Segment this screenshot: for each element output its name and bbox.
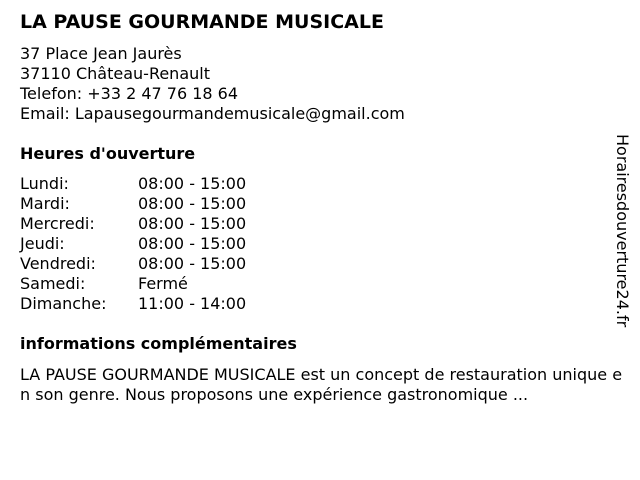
- contact-block: [20, 44, 405, 124]
- hours-time: 08:00 - 15:00: [138, 234, 247, 253]
- hours-row-dimanche: [20, 294, 280, 314]
- hours-day: Samedi:: [20, 274, 86, 293]
- hours-day: Mercredi:: [20, 214, 95, 233]
- opening-hours-heading: Heures d'ouverture: [20, 144, 196, 163]
- hours-row-mercredi: [20, 214, 280, 234]
- city-address: 37110 Château-Renault: [20, 64, 210, 83]
- hours-time: 08:00 - 15:00: [138, 194, 247, 213]
- hours-row-mardi: [20, 194, 280, 214]
- additional-info-heading: informations complémentaires: [20, 334, 297, 353]
- hours-day: Jeudi:: [20, 234, 65, 253]
- hours-day: Vendredi:: [20, 254, 96, 273]
- hours-time: 08:00 - 15:00: [138, 254, 247, 273]
- site-watermark: [611, 134, 633, 344]
- hours-row-vendredi: [20, 254, 280, 274]
- hours-day: Lundi:: [20, 174, 69, 193]
- phone-number: Telefon: +33 2 47 76 18 64: [20, 84, 239, 103]
- hours-time: 11:00 - 14:00: [138, 294, 247, 313]
- hours-time: Fermé: [138, 274, 188, 293]
- hours-day: Mardi:: [20, 194, 70, 213]
- opening-hours-list: [20, 174, 280, 314]
- hours-row-samedi: [20, 274, 280, 294]
- street-address: 37 Place Jean Jaurès: [20, 44, 182, 63]
- site-watermark-text: Horairesdouverture24.fr: [613, 134, 632, 328]
- hours-row-lundi: [20, 174, 280, 194]
- hours-row-jeudi: [20, 234, 280, 254]
- business-name: LA PAUSE GOURMANDE MUSICALE: [20, 11, 384, 33]
- email-address: Email: Lapausegourmandemusicale@gmail.com: [20, 104, 405, 123]
- hours-time: 08:00 - 15:00: [138, 174, 247, 193]
- business-description: LA PAUSE GOURMANDE MUSICALE est un concept de restauration unique en son genre. Nous proposons une expérience gastronomique ...: [20, 365, 623, 404]
- hours-day: Dimanche:: [20, 294, 107, 313]
- hours-time: 08:00 - 15:00: [138, 214, 247, 233]
